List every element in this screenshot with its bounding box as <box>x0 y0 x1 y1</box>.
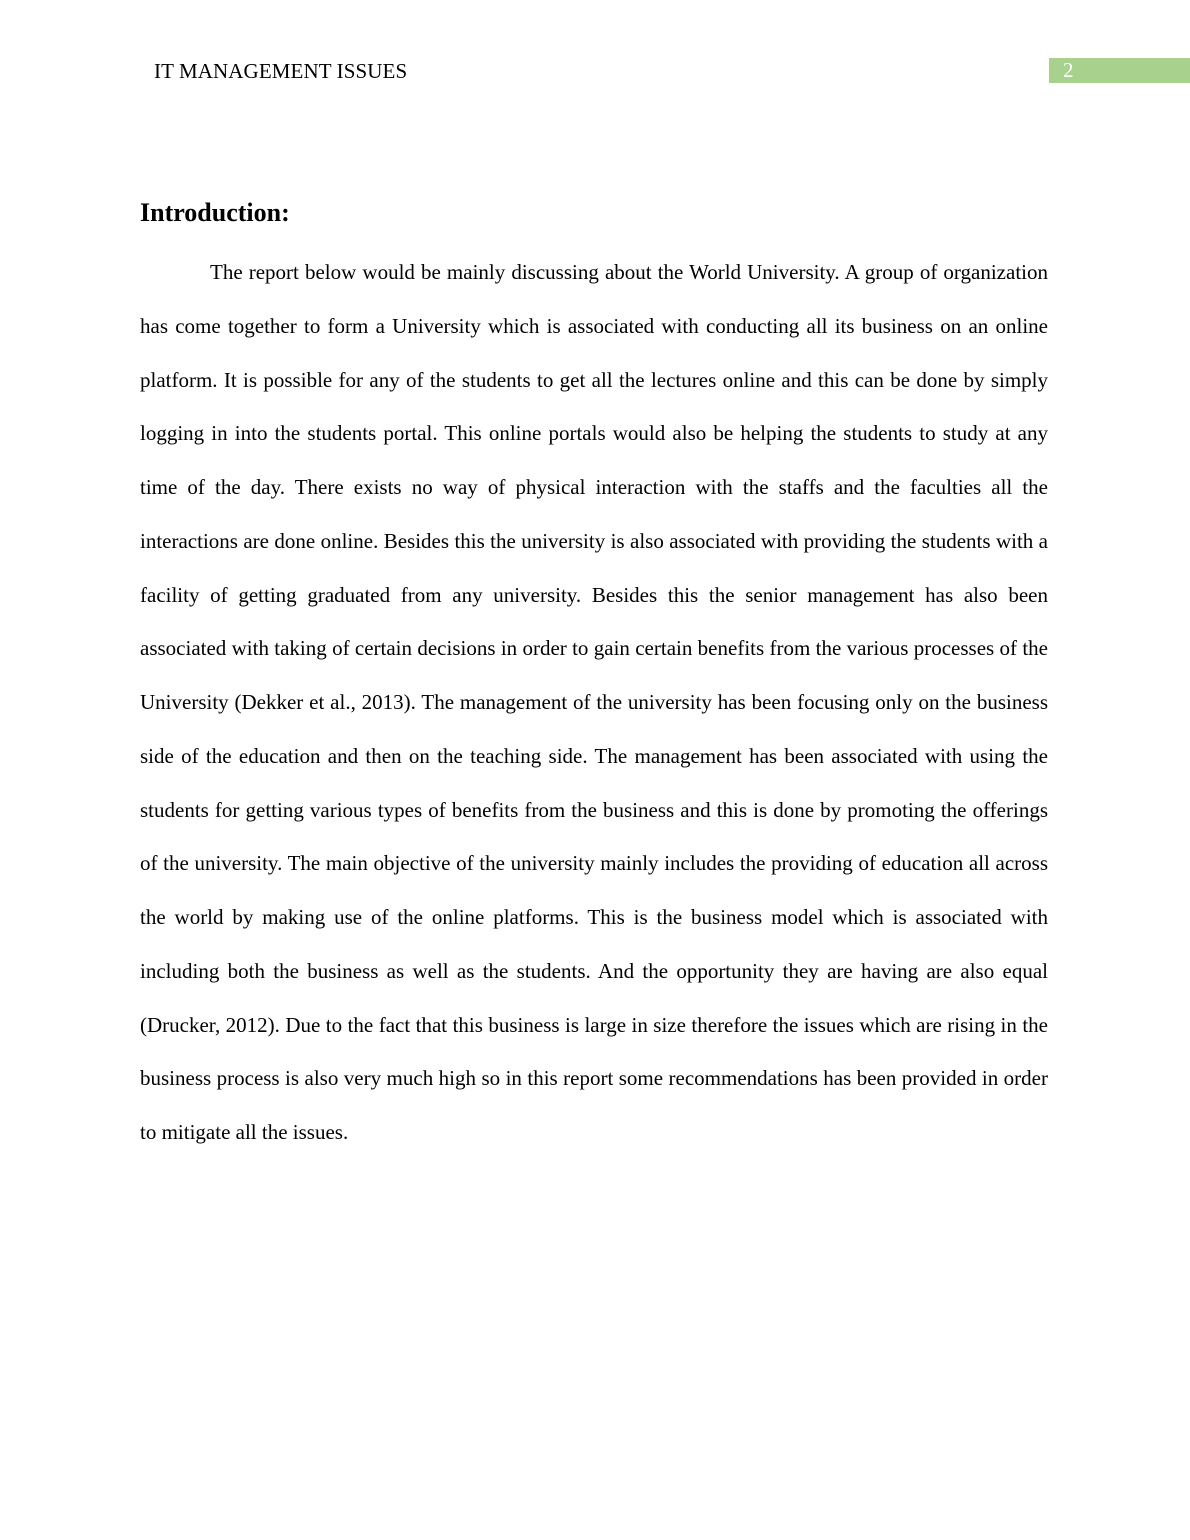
page-number-badge <box>1049 58 1190 83</box>
running-head-title: IT MANAGEMENT ISSUES <box>154 59 408 83</box>
section-heading-introduction: Introduction: <box>140 198 290 227</box>
page-number: 2 <box>1063 58 1074 82</box>
introduction-paragraph: The report below would be mainly discussing about the World University. A group of organization has come together to form a University which is associated with conducting all its business on an online platform. It is possible for any of the students to get all the lectures online and this can be done by simply logging in into the students portal. This online portals would also be helping the students to study at any time of the day. There exists no way of physical interaction with the staffs and the faculties all the interactions are done online. Besides this the university is also associated with providing the students with a facility of getting graduated from any university. Besides this the senior management has also been associated with taking of certain decisions in order to gain certain benefits from the various processes of the University (Dekker et al., 2013). The management of the university has been focusing only on the business side of the education and then on the teaching side. The management has been associated with using the students for getting various types of benefits from the business and this is done by promoting the offerings of the university. The main objective of the university mainly includes the providing of education all across the world by making use of the online platforms. This is the business model which is associated with including both the business as well as the students. And the opportunity they are having are also equal (Drucker, 2012). Due to the fact that this business is large in size therefore the issues which are rising in the business process is also very much high so in this report some recommendations has been provided in order to mitigate all the issues. <box>140 260 1048 1144</box>
